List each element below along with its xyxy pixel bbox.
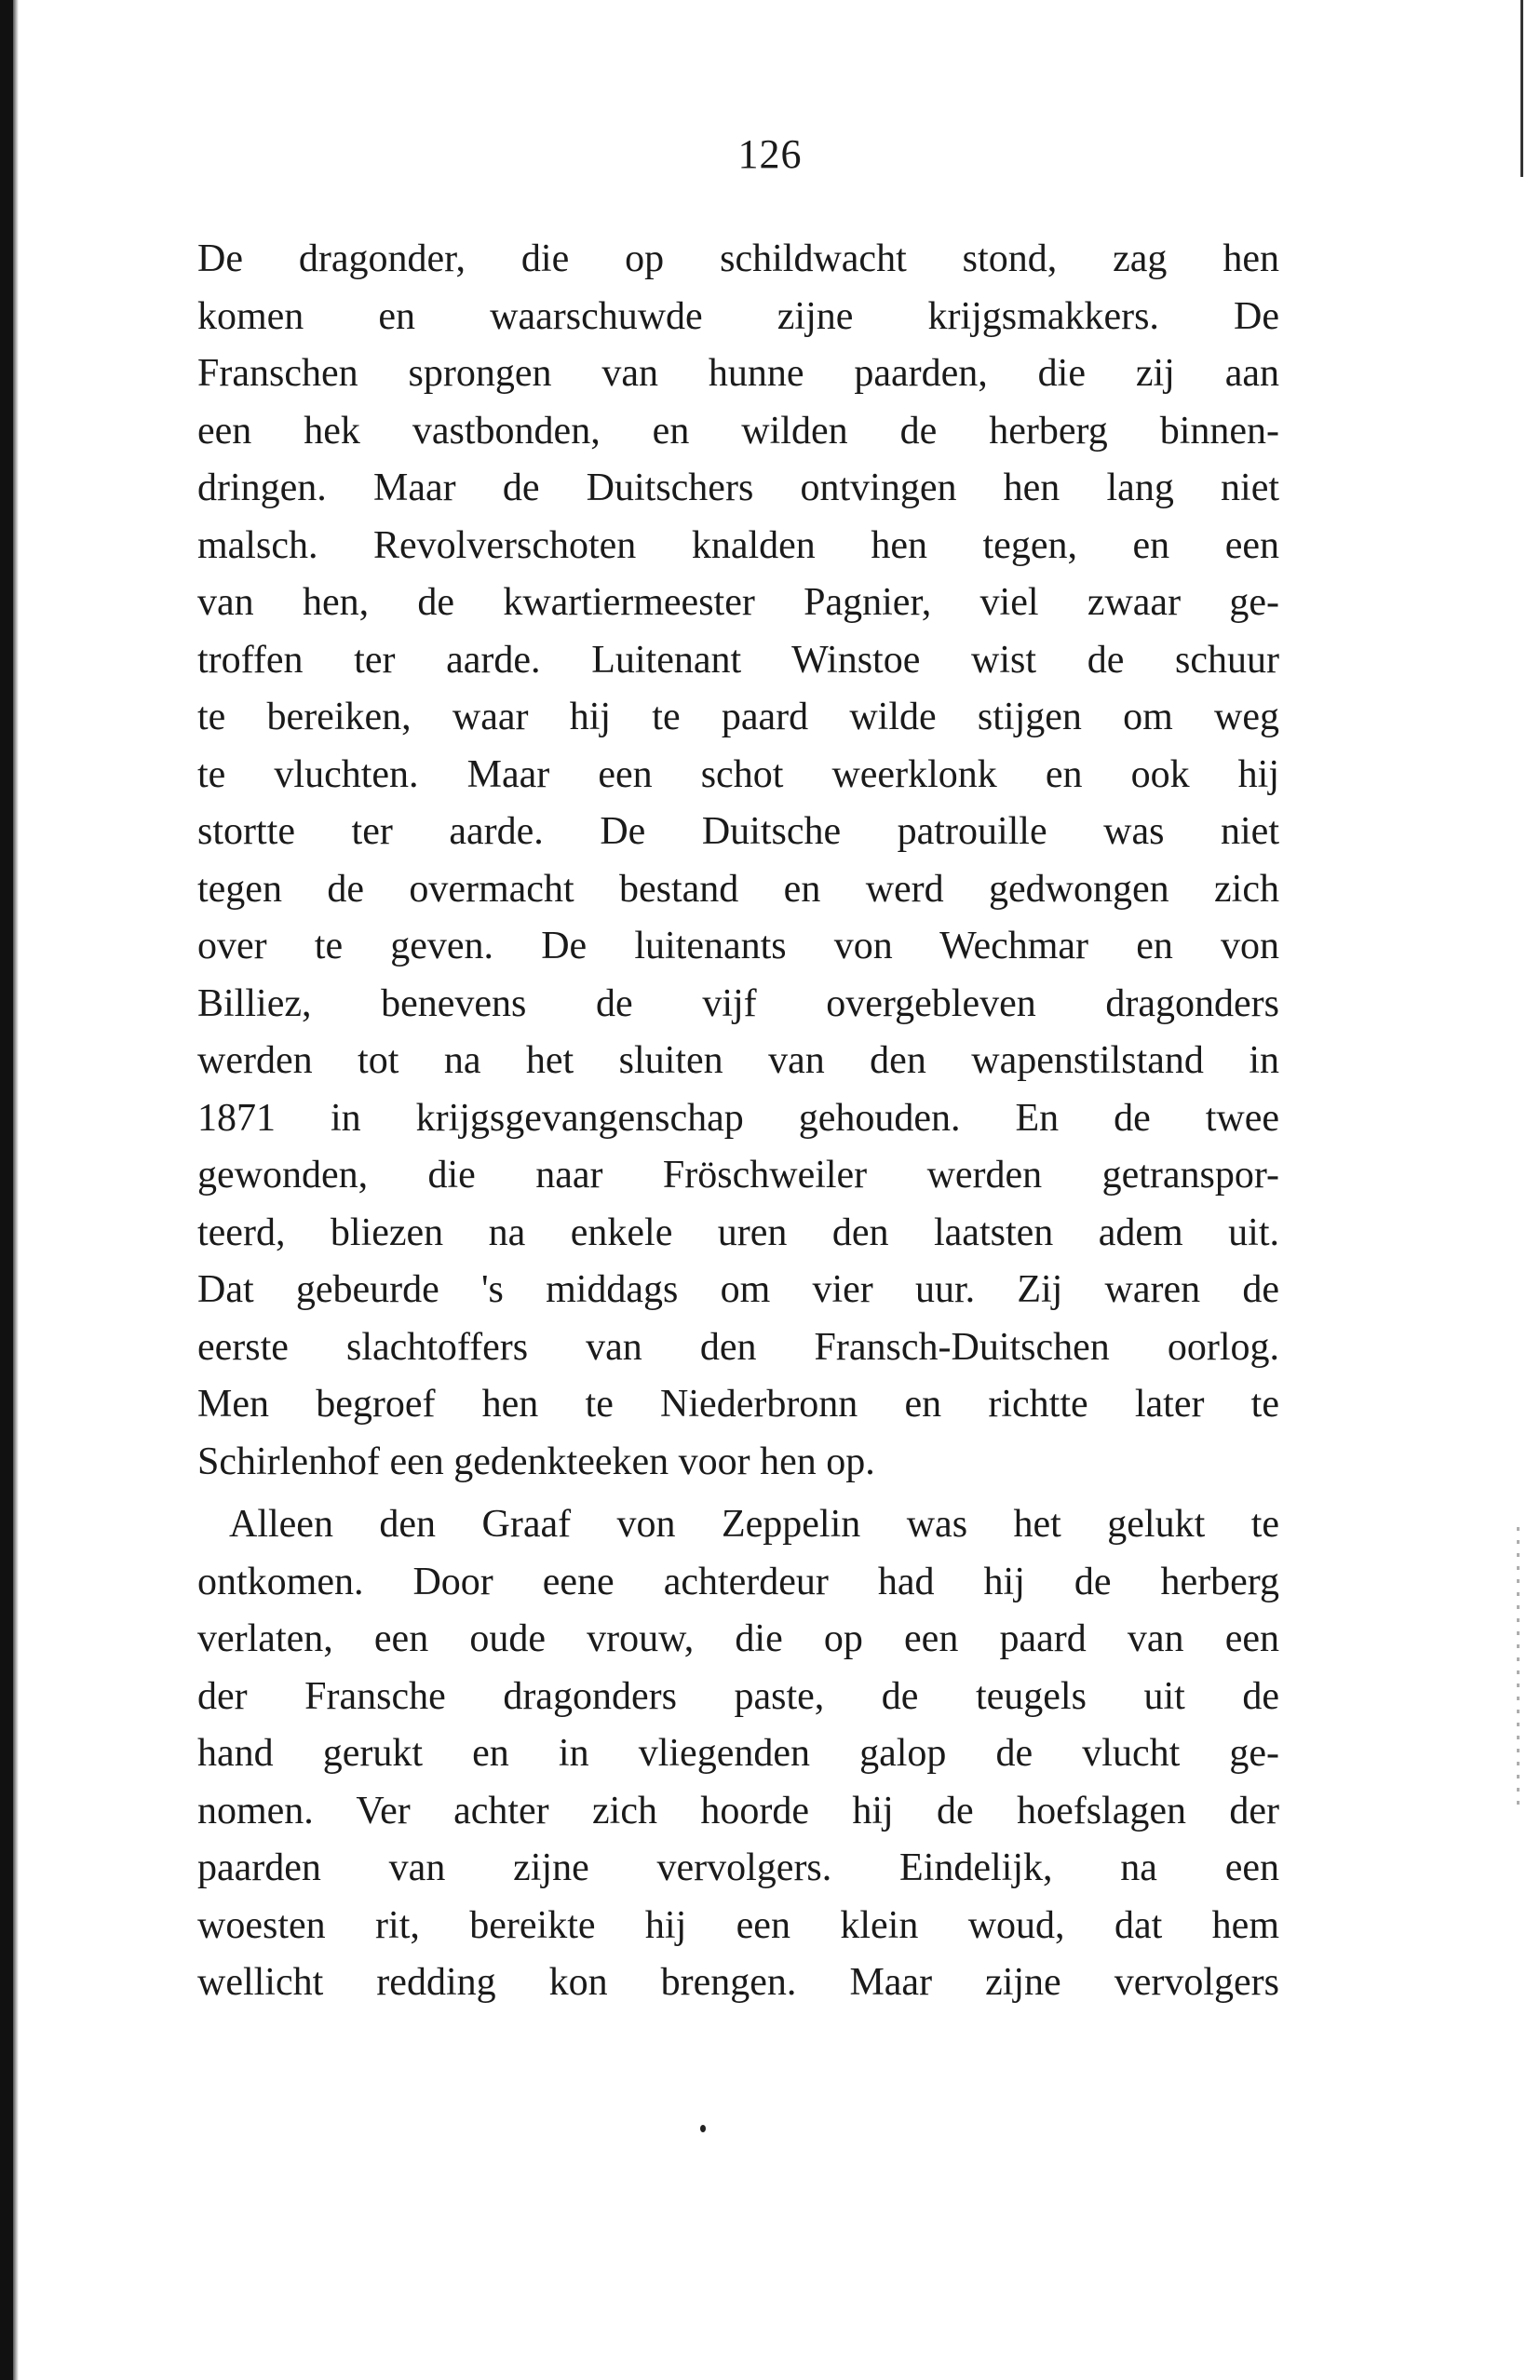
text-line: nomen. Ver achter zich hoorde hij de hoefslagen der (197, 1789, 1279, 1832)
text-line: tegen de overmacht bestand en werd gedwongen zich (197, 867, 1279, 911)
page-number: 126 (737, 131, 803, 177)
text-line: verlaten, een oude vrouw, die op een paard van een (197, 1617, 1279, 1660)
text-line: paarden van zijne vervolgers. Eindelijk, na een (197, 1846, 1279, 1889)
text-line: ontkomen. Door eene achterdeur had hij de herberg (197, 1560, 1279, 1603)
text-line: over te geven. De luitenants von Wechmar en von (197, 925, 1279, 967)
text-line: Men begroef hen te Niederbronn en richtte later te (197, 1383, 1279, 1426)
text-line: gewonden, die naar Fröschweiler werden getranspor- (197, 1154, 1279, 1197)
text-line: malsch. Revolverschoten knalden hen tegen, en een (197, 523, 1279, 567)
paragraph (197, 1496, 1279, 2012)
text-line: Alleen den Graaf von Zeppelin was het gelukt te (229, 1503, 1279, 1546)
scan-specks (1517, 1527, 1520, 1806)
paragraph (197, 231, 1279, 1491)
text-line: een hek vastbonden, en wilden de herberg binnen- (197, 409, 1279, 453)
text-line: stortte ter aarde. De Duitsche patrouille was niet (197, 810, 1279, 853)
text-line: Schirlenhof een gedenkteeken voor hen op. (197, 1440, 875, 1483)
text-line: 1871 in krijgsgevangenschap gehouden. En de twee (197, 1096, 1279, 1140)
text-line: te vluchten. Maar een schot weerklonk en ook hij (197, 752, 1279, 796)
text-line: wellicht redding kon brengen. Maar zijne vervolgers (197, 1961, 1279, 2004)
text-line: werden tot na het sluiten van den wapenstilstand in (197, 1039, 1279, 1082)
text-line: dringen. Maar de Duitschers ontvingen hen lang niet (197, 467, 1279, 509)
body-text (197, 231, 1279, 2012)
text-line: der Fransche dragonders paste, de teugels uit de (197, 1674, 1279, 1718)
text-line: troffen ter aarde. Luitenant Winstoe wist de schuur (197, 638, 1279, 682)
scan-edge-left (0, 0, 13, 2380)
text-line: Dat gebeurde 's middags om vier uur. Zij waren de (197, 1268, 1279, 1311)
text-line: eerste slachtoffers van den Fransch-Duitschen oorlog. (197, 1325, 1279, 1369)
ink-speck (700, 2125, 706, 2132)
text-line: komen en waarschuwde zijne krijgsmakkers. De (197, 294, 1279, 338)
text-line: De dragonder, die op schildwacht stond, zag hen (197, 237, 1279, 280)
text-line: Franschen sprongen van hunne paarden, die zij aan (197, 352, 1279, 395)
text-line: Billiez, benevens de vijf overgebleven dragonders (197, 981, 1279, 1025)
text-line: hand gerukt en in vliegenden galop de vlucht ge- (197, 1732, 1279, 1775)
text-line: teerd, bliezen na enkele uren den laatsten adem uit. (197, 1210, 1279, 1254)
scan-edge-shadow (13, 0, 19, 2380)
text-line: woesten rit, bereikte hij een klein woud, dat hem (197, 1903, 1279, 1947)
text-line: van hen, de kwartiermeester Pagnier, viel zwaar ge- (197, 581, 1279, 624)
text-line: te bereiken, waar hij te paard wilde stijgen om weg (197, 696, 1279, 738)
